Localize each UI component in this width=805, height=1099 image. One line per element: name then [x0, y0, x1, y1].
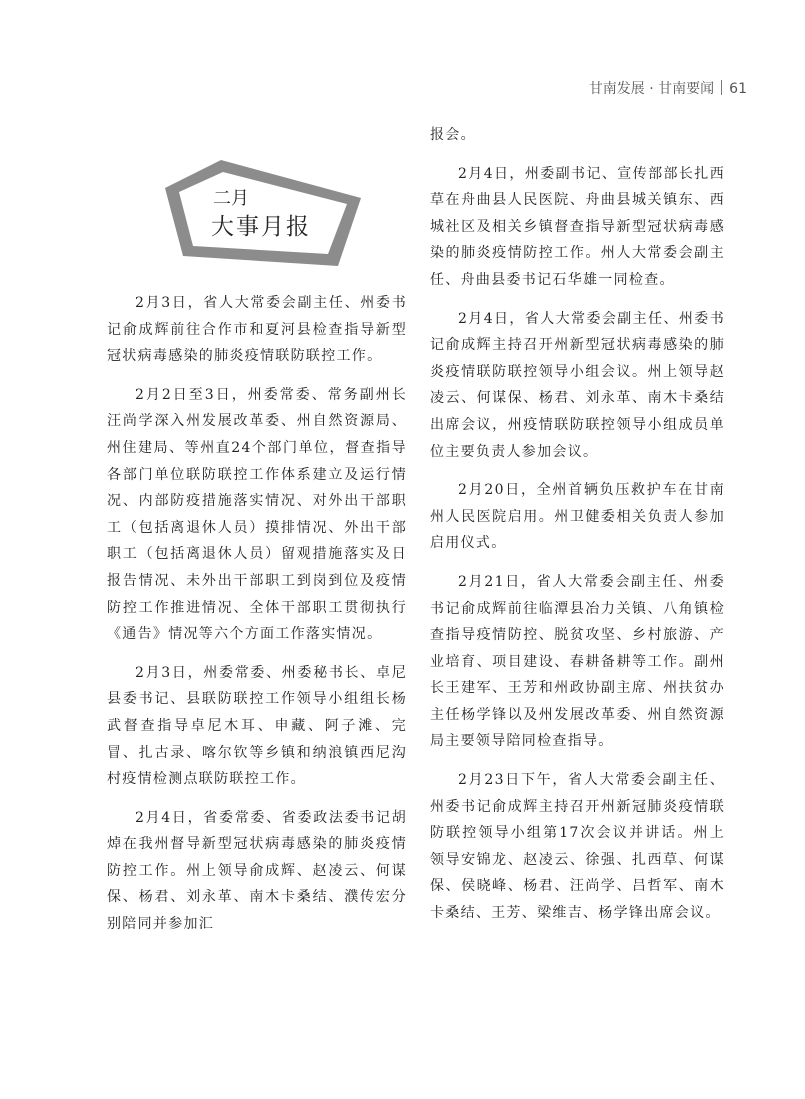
news-paragraph: 2月3日，州委常委、州委秘书长、卓尼县委书记、县联防联控工作领导小组组长杨武督查指导卓尼木耳、申藏、阿子滩、完冒、扎古录、喀尔钦等乡镇和纳浪镇西尼沟村疫情检测点联防联控工作。 — [107, 664, 407, 788]
banner-month: 二月 — [213, 188, 249, 209]
header-divider — [721, 80, 722, 95]
banner-title: 大事月报 — [211, 214, 311, 240]
section-banner — [163, 158, 373, 270]
page-number: 61 — [729, 81, 747, 97]
news-paragraph: 2月21日，省人大常委会副主任、州委书记俞成辉前往临潭县冶力关镇、八角镇检查指导疫情防控、脱贫攻坚、乡村旅游、产业培育、项目建设、春耕备耕等工作。副州长王建军、王芳和州政协副主席、州扶贫办主任杨学锋以及州发展改革委、州自然资源局主要领导陪同检查指导。 — [430, 573, 725, 750]
section-title: 甘南发展 · 甘南要闻 — [588, 81, 715, 97]
news-paragraph: 2月4日，州委副书记、宣传部部长扎西草在舟曲县人民医院、舟曲县城关镇东、西城社区及相关乡镇督查指导新型冠状病毒感染的肺炎疫情防控工作。州人大常委会副主任、舟曲县委书记石华雄一同检查。 — [430, 165, 725, 288]
news-paragraph: 2月3日，省人大常委会副主任、州委书记俞成辉前往合作市和夏河县检查指导新型冠状病毒感染的肺炎疫情联防联控工作。 — [107, 295, 407, 365]
left-column — [107, 290, 407, 950]
news-paragraph: 2月4日，省人大常委会副主任、州委书记俞成辉主持召开州新型冠状病毒感染的肺炎疫情联防联控领导小组会议。州上领导赵凌云、何谋保、杨君、刘永革、南木卡桑结出席会议，州疫情联防联控领导小组成员单位主要负责人参加会议。 — [430, 310, 725, 460]
news-paragraph: 2月20日，全州首辆负压救护车在甘南州人民医院启用。州卫健委相关负责人参加启用仪式。 — [430, 482, 725, 552]
right-column — [430, 122, 725, 939]
news-paragraph: 2月2日至3日，州委常委、常务副州长汪尚学深入州发展改革委、州自然资源局、州住建局、等州直24个部门单位，督查指导各部门单位联防联控工作体系建立及运行情况、内部防疫措施落实情况、对外出干部职工（包括离退休人员）摸排情况、外出干部职工（包括离退休人员）留观措施落实及日报告情况、未外出干部职工到岗到位及疫情防控工作推进情况、全体干部职工贯彻执行《通告》情况等六个方面工作落实情况。 — [107, 386, 407, 643]
news-paragraph: 2月23日下午，省人大常委会副主任、州委书记俞成辉主持召开州新冠肺炎疫情联防联控领导小组第17次会议并讲话。州上领导安锦龙、赵凌云、徐强、扎西草、何谋保、侯晓峰、杨君、汪尚学、吕哲军、南木卡桑结、王芳、梁维吉、杨学锋出席会议。 — [430, 772, 725, 922]
continued-paragraph: 报会。 — [430, 127, 476, 143]
running-header — [589, 78, 747, 98]
news-paragraph: 2月4日，省委常委、省委政法委书记胡焯在我州督导新型冠状病毒感染的肺炎疫情防控工作。州上领导俞成辉、赵凌云、何谋保、杨君、刘永革、南木卡桑结、濮传宏分别陪同并参加汇 — [107, 809, 407, 933]
